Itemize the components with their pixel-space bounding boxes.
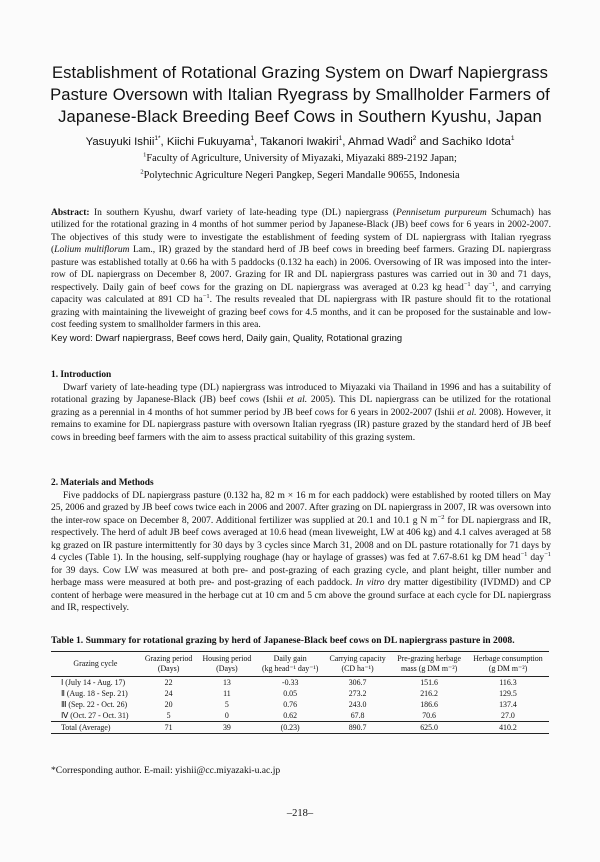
title-line-2: Pasture Oversown with Italian Ryegrass by Smallholder Farmers of [50, 85, 550, 104]
page-number: –218– [286, 808, 314, 819]
header-text: Pre-grazing herbage [397, 654, 461, 663]
latin-term: In vitro [355, 578, 385, 589]
abstract-paragraph [51, 207, 551, 344]
table-cell: 216.2 [420, 688, 438, 698]
table-header-cell [391, 652, 467, 677]
table-cell: 5 [224, 699, 229, 709]
abstract-text: Lam., IR) grazed by the standard herd of JB beef cows in breeding beef farmers. Grazing DL napiergrass pasture was established totally at 0.66 ha with 5 paddocks (0.132 ha each) in 2006. Oversowing of IR was imposed into the inter-row of DL napiergrass on December 8, 2007. Grazing for IR and DL napiergrass pastures was carried out in 30 and 71 days, respectively. Daily gain of beef cows for the grazing on DL napiergrass was averaged at 0.23 kg head [51, 245, 551, 293]
table-cell: 0.76 [283, 699, 298, 709]
section-heading-methods: 2. Materials and Methods [51, 478, 154, 488]
header-text: Carrying capacity [329, 654, 386, 663]
abstract-text: , and carrying capacity was calculated at 891 CD ha [51, 282, 552, 306]
table-cell: 13 [222, 677, 231, 687]
abstract-text: Schumach) has utilized for the rotational grazing in 4 months of hot summer period by Japanese-Black (JB) beef cows for 6 years in 2002-2007. The objectives of this study were to investigate the establishment of feeding system of DL napiergrass with Italian ryegrass ( [51, 208, 551, 256]
introduction-paragraph [51, 382, 551, 444]
table-row [51, 688, 549, 699]
methods-text: day [527, 553, 545, 564]
header-text: Housing period [202, 654, 252, 663]
table-cell: Total (Average) [51, 722, 140, 734]
table-header-cell [140, 652, 198, 677]
table-cell: (0.23) [256, 722, 324, 734]
author-affiliation-mark: 1 [250, 135, 255, 143]
intro-text: 2008). However, it remains to examine for DL napiergrass pasture with oversown Italian ryegrass (IR) pasture grazed by the standard herd of JB beef cows in breeding beef farmers with the aim to assess practical suitability of this grazing system. [51, 407, 552, 443]
header-unit: (g DM m⁻²) [488, 664, 528, 673]
table-total-row [51, 722, 549, 734]
header-text: Grazing cycle [73, 659, 118, 668]
table-header-cell [324, 652, 391, 677]
table-cell: 273.2 [348, 688, 367, 698]
affiliation-text: Faculty of Agriculture, University of Miyazaki, Miyazaki 889-2192 Japan; [146, 153, 457, 164]
table-row [51, 710, 549, 722]
table-cell: 890.7 [324, 722, 391, 734]
table-cell: 0.62 [283, 710, 298, 720]
exponent: −1 [463, 280, 471, 288]
table-cell: Ⅳ (Oct. 27 - Oct. 31) [61, 710, 129, 720]
corresponding-author-footnote: *Corresponding author. E-mail: yishii@cc.miyazaki-u.ac.jp [51, 765, 281, 776]
exponent: −1 [202, 293, 210, 301]
author-name: Kiichi Fukuyama [166, 136, 251, 148]
author-name: Ahmad Wadi [348, 136, 413, 148]
species-name: Pennisetum purpureum [396, 208, 487, 218]
section-heading-introduction: 1. Introduction [51, 370, 112, 380]
table-cell: 186.6 [420, 699, 438, 709]
author-affiliation-mark: 1* [154, 135, 161, 143]
table-cell: 20 [164, 699, 173, 709]
table-cell: 24 [164, 688, 173, 698]
exponent: −1 [544, 551, 551, 559]
affiliation-2 [40, 170, 560, 181]
methods-paragraph [51, 490, 551, 615]
citation-etal: et al. [286, 395, 308, 406]
table-cell: 5 [166, 710, 171, 720]
table-cell: 39 [197, 722, 256, 734]
table-cell: 0 [224, 710, 229, 720]
table-cell: Ⅱ (Aug. 18 - Sep. 21) [61, 688, 128, 698]
abstract-text: day [470, 282, 489, 293]
affiliation-mark: 2 [140, 168, 144, 176]
table-cell: -0.33 [281, 677, 299, 687]
table-cell: 243.0 [348, 699, 367, 709]
table-cell: 70.6 [422, 710, 436, 720]
table-cell: 129.5 [499, 688, 517, 698]
table-header-cell [256, 652, 324, 677]
affiliation-1 [40, 153, 560, 164]
intro-text: Dwarf variety of late-heading type (DL) napiergrass was introduced to Miyazaki via Thailand in 1996 and has a suitability of rotational grazing by Japanese-Black (JB) beef cows (Ishii [51, 383, 551, 406]
author-conjunction: and [419, 136, 439, 148]
table-cell: Ⅲ (Sep. 22 - Oct. 26) [61, 699, 128, 709]
table-cell: 625.0 [391, 722, 467, 734]
intro-text: 2005). This DL napiergrass can be utilized for the rotational grazing as a perennial in 4 months of hot summer period by JB beef cows for 6 years in 2002-2007 (Ishii [51, 395, 551, 418]
exponent: −1 [520, 551, 528, 559]
header-text: Daily gain [273, 654, 307, 663]
abstract-label: Abstract: [51, 208, 90, 218]
table-cell: 27.0 [501, 710, 515, 720]
table-header-cell [467, 652, 549, 677]
header-unit: (kg head⁻¹ day⁻¹) [261, 664, 319, 673]
table-row [51, 677, 549, 689]
author-affiliation-mark: 1 [338, 135, 343, 143]
abstract-text: . The results revealed that DL napiergrass with IR pasture should fit to the rotational grazing with maintaining the liveweight of grazing beef cows for 4.5 months, and it can be proposed for the sustainable and low-cost feeding system to smallholder farmers in this area. [51, 295, 551, 331]
author-affiliation-mark: 1 [510, 135, 515, 143]
author-affiliation-mark: 2 [412, 135, 417, 143]
author-name: Yasuyuki Ishii [85, 136, 155, 148]
table-header-cell [197, 652, 256, 677]
methods-text: Five paddocks of DL napiergrass pasture (0.132 ha, 82 m × 16 m for each paddock) were established by rooted tillers on May 25, 2006 and grazed by JB beef cows twice each in 2006 and 2007. After grazing on DL napiergrass in 2007, IR was oversown into the inter-row space on December 8, 2007. Additional fertilizer was supplied at 20.1 and 10.1 g N m [51, 491, 551, 526]
affiliation-mark: 1 [143, 151, 147, 159]
header-unit: mass (g DM m⁻²) [400, 664, 458, 673]
exponent: −2 [437, 513, 445, 521]
table-cell: 137.4 [499, 699, 517, 709]
header-text: Herbage consumption [473, 654, 543, 663]
methods-text: dry matter digestibility (IVDMD) and CP content of herbage were measured in the herbage cut at 10 cm and 5 cm above the ground surface at each cycle for DL napiergrass and IR, respectively. [51, 578, 551, 614]
table-cell: 306.7 [348, 677, 367, 687]
table-cell: 116.3 [499, 677, 517, 687]
table-row [51, 699, 549, 710]
table-cell: 71 [140, 722, 198, 734]
keywords: Key word: Dwarf napiergrass, Beef cows herd, Daily gain, Quality, Rotational grazing [51, 331, 403, 343]
header-text: Grazing period [144, 654, 193, 663]
citation-etal: et al. [457, 407, 477, 418]
title-line-1: Establishment of Rotational Grazing System on Dwarf Napiergrass [51, 63, 549, 82]
exponent: −1 [488, 280, 496, 288]
table-cell: 151.6 [420, 677, 438, 687]
table-header-cell [51, 652, 140, 677]
author-name: Sachiko Idota [441, 136, 511, 148]
affiliation-text: Polytechnic Agriculture Negeri Pangkep, Segeri Mandalle 90655, Indonesia [143, 170, 460, 181]
grazing-summary-table [51, 651, 549, 734]
abstract-text: In southern Kyushu, dwarf variety of late-heading type (DL) napiergrass ( [89, 208, 397, 218]
table-cell: 67.8 [350, 710, 365, 720]
table-cell: Ⅰ (July 14 - Aug. 17) [61, 677, 126, 687]
header-unit: (CD ha⁻¹) [341, 664, 374, 673]
title-line-3: Japanese-Black Breeding Beef Cows in Southern Kyushu, Japan [58, 107, 542, 126]
table-caption: Table 1. Summary for rotational grazing by herd of Japanese-Black beef cows on DL napiergrass pasture in 2008. [51, 635, 515, 646]
paper-title [40, 62, 560, 128]
table-cell: 0.05 [283, 688, 298, 698]
methods-text: for 39 days. Cow LW was measured at both pre- and post-grazing of each grazing cycle, and plant height, tiller number and herbage mass were measured at both pre- and post-grazing of each paddock. [51, 565, 551, 589]
table-header-row [51, 652, 549, 677]
author-name: Takanori Iwakiri [260, 136, 339, 148]
author-list: Yasuyuki Ishii$^{1*}$, Kiichi Fukuyama$^1$, Takanori Iwakiri$^1$, Ahmad Wadi$^2$ and Sachiko Idota$^1$ [85, 135, 515, 148]
table-cell: 22 [164, 677, 173, 687]
header-unit: (Days) [157, 664, 180, 673]
table-cell: 11 [223, 688, 231, 698]
methods-text: for DL napiergrass and IR, respectively. The herd of adult JB beef cows averaged at 10.6 head (mean liveweight, LW at 406 kg) and 4.1 calves averaged at 58 kg grazed on IR pasture intermittently for 30 days by 3 cycles since March 31, 2008 and on DL pasture rotationally for 71 days by 4 cycles (Table 1). In the housing, self-supplying roughage (hay or haylage of grasses) was fed at 7.67-8.61 kg DM head [51, 515, 551, 564]
table-cell: 410.2 [467, 722, 549, 734]
species-name: Lolium multiflorum [54, 245, 130, 256]
header-unit: (Days) [216, 664, 238, 673]
